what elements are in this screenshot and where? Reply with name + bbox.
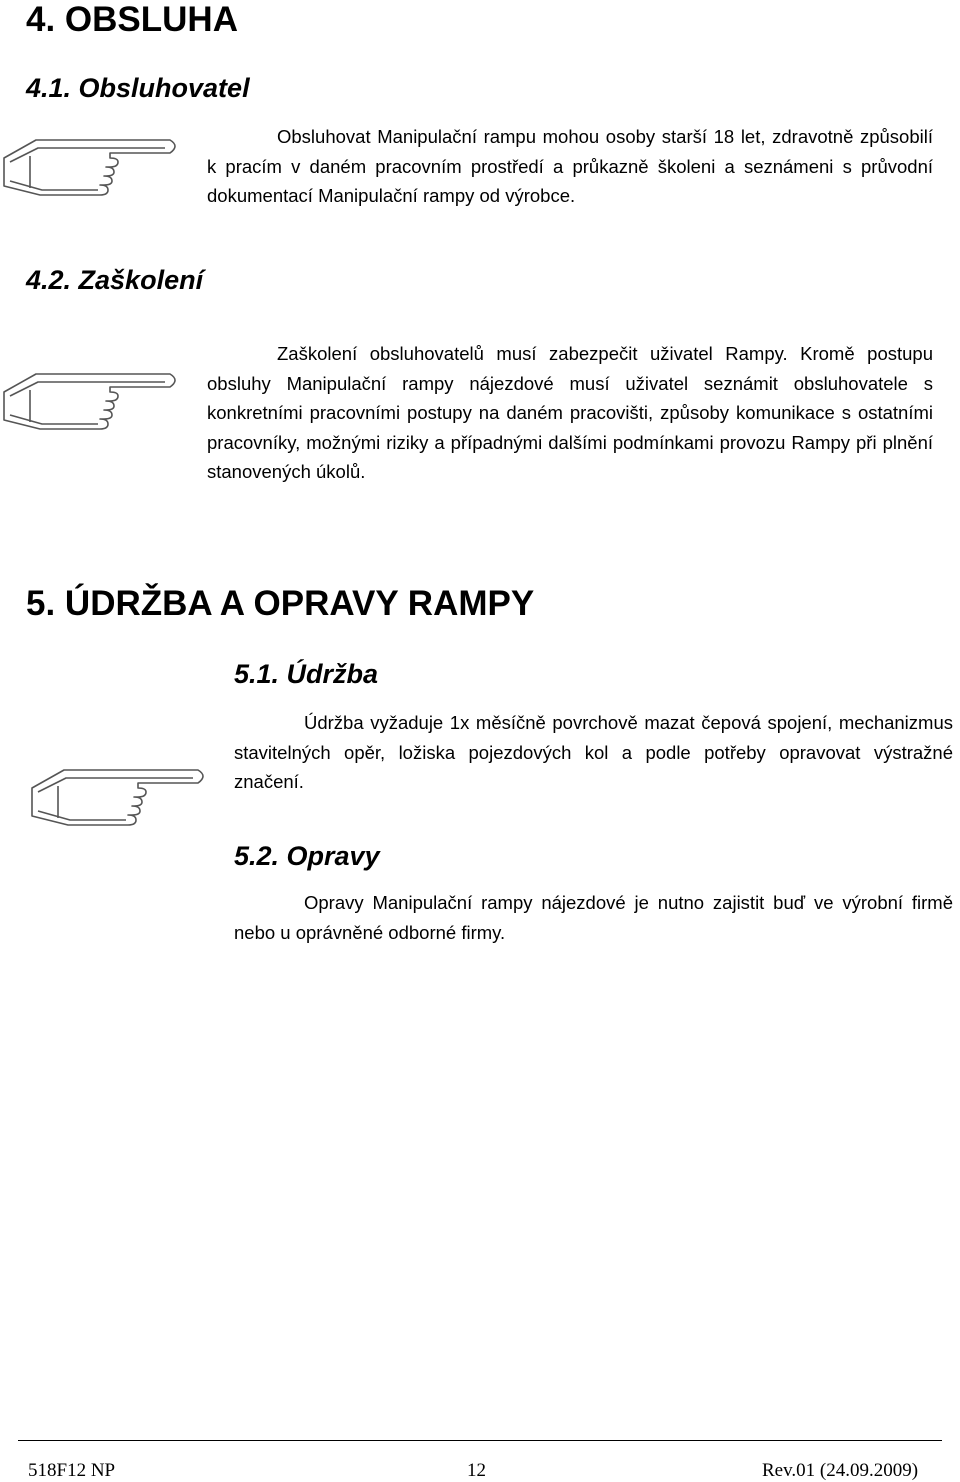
- section-heading-obsluha: 4. OBSLUHA: [26, 0, 238, 39]
- subsection-heading-obsluhovatel: 4.1. Obsluhovatel: [26, 73, 250, 103]
- footer-page-number: 12: [467, 1460, 486, 1481]
- subsection-heading-opravy: 5.2. Opravy: [234, 841, 380, 871]
- subsection-heading-udrzba: 5.1. Údržba: [234, 659, 379, 689]
- section-heading-udrzba-a-opravy: 5. ÚDRŽBA A OPRAVY RAMPY: [26, 584, 535, 623]
- paragraph-zaskoleni: [207, 339, 933, 487]
- paragraph-opravy: [234, 888, 953, 947]
- paragraph-text: Obsluhovat Manipulační rampu mohou osoby starší 18 let, zdravotně způsobilí k pracím v daném pracovním prostředí a průkazně školeni a seznámeni s průvodní dokumentací Manipulační rampy od výrobce.: [207, 126, 933, 206]
- paragraph-obsluhovatel: [207, 122, 933, 211]
- subsection-heading-zaskoleni: 4.2. Zaškolení: [26, 265, 204, 295]
- pointing-hand-icon: [0, 362, 180, 444]
- pointing-hand-icon: [28, 758, 208, 840]
- footer-divider: [18, 1440, 942, 1441]
- paragraph-udrzba: [234, 708, 953, 797]
- paragraph-text: Zaškolení obsluhovatelů musí zabezpečit uživatel Rampy. Kromě postupu obsluhy Manipulační rampy nájezdové musí uživatel seznámit obsluhovatele s konkretními pracovními postupy na daném pracovišti, způsoby komunikace s ostatními pracovníky, možnými riziky a případnými dalšími podmínkami provozu Rampy při plnění stanovených úkolů.: [207, 343, 933, 482]
- footer-revision: Rev.01 (24.09.2009): [762, 1460, 919, 1481]
- footer-doc-code: 518F12 NP: [28, 1460, 116, 1481]
- pointing-hand-icon: [0, 128, 180, 210]
- paragraph-text: Údržba vyžaduje 1x měsíčně povrchově mazat čepová spojení, mechanizmus stavitelných opěr, ložiska pojezdových kol a podle potřeby opravovat výstražné značení.: [234, 712, 953, 792]
- paragraph-text: Opravy Manipulační rampy nájezdové je nutno zajistit buď ve výrobní firmě nebo u oprávněné odborné firmy.: [234, 892, 953, 943]
